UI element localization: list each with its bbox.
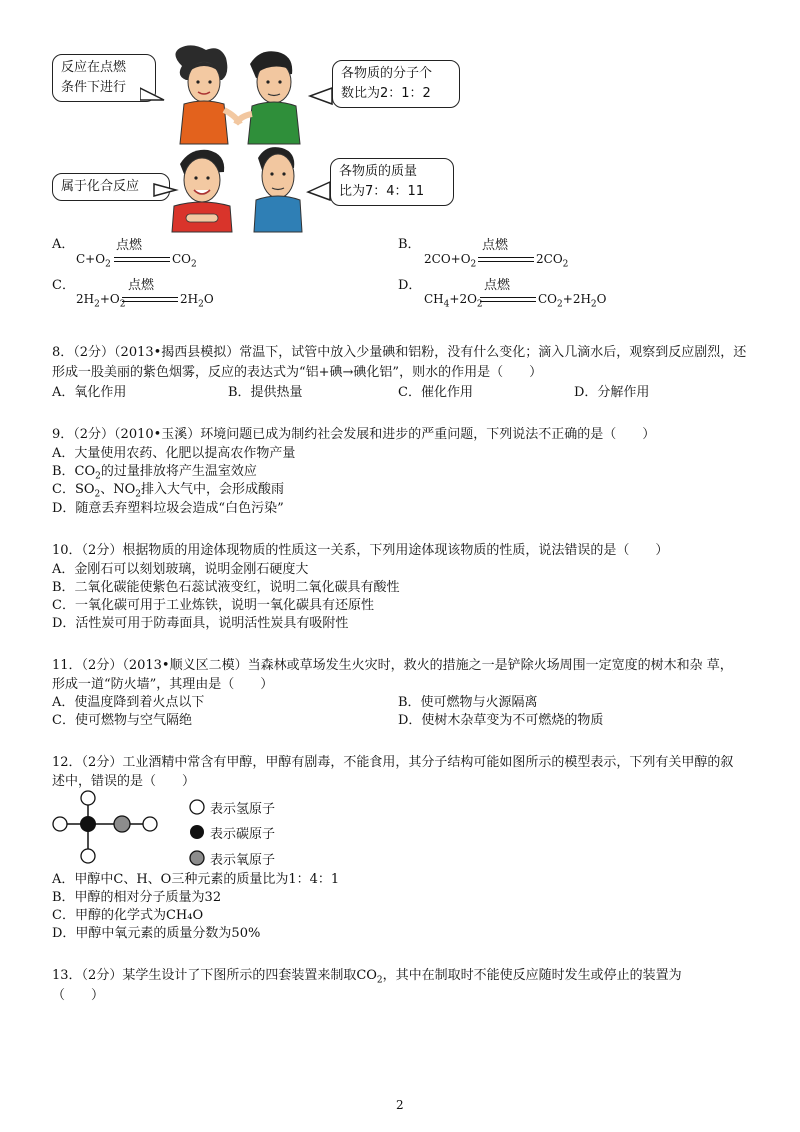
q9-option-b[interactable]: B．$CO_2$的过量排放将产生温室效应	[52, 464, 257, 482]
boy-figure-3	[254, 147, 302, 232]
q10-option-c[interactable]: C．一氧化碳可用于工业炼铁，说明一氧化碳具有还原性	[52, 598, 374, 613]
boy-figure-2	[172, 150, 232, 232]
q9-option-d[interactable]: D．随意丢弃塑料垃圾会造成“白色污染”	[52, 501, 284, 516]
speech-bubble-1: 反应在点燃 条件下进行	[52, 54, 156, 102]
hydrogen-atom	[81, 791, 95, 805]
q8-stem-line2: 形成一股美丽的紫色烟雾，反应的表达式为“铝+碘→碘化铝”，则水的作用是（ ）	[52, 365, 543, 380]
oxygen-atom	[114, 816, 130, 832]
q12-option-b[interactable]: B．甲醇的相对分子质量为32	[52, 890, 222, 905]
q10-option-d[interactable]: D．活性炭可用于防毒面具，说明活性炭具有吸附性	[52, 616, 349, 631]
q7-option-a-letter: A．	[52, 237, 75, 252]
carbon-legend-icon	[188, 823, 206, 841]
q12-option-c[interactable]: C．甲醇的化学式为CH₄O	[52, 908, 204, 923]
q8-stem-line1: 8．（2分）（2013•揭西县模拟）常温下，试管中放入少量碘和铝粉，没有什么变化；滴入几滴水后，观察到反应剧烈，还	[52, 345, 747, 360]
carbon-atom	[80, 816, 96, 832]
legend-carbon: 表示碳原子	[210, 827, 276, 842]
hydrogen-atom	[81, 849, 95, 863]
speech-bubble-4: 各物质的质量 比为7：4：11	[330, 158, 454, 206]
q11-stem-line2: 形成一道“防火墙”，其理由是（ ）	[52, 677, 274, 692]
q8-option-c[interactable]: C．催化作用	[398, 385, 473, 400]
q10-option-b[interactable]: B．二氧化碳能使紫色石蕊试液变红，说明二氧化碳具有酸性	[52, 580, 400, 595]
q11-option-b[interactable]: B．使可燃物与火源隔离	[398, 695, 538, 710]
boy-figure-1	[236, 51, 300, 144]
students-drawing	[140, 44, 340, 236]
q13-stem-line1: 13．（2分）某学生设计了下图所示的四套装置来制取$CO_2$，其中在制取时不能使反应随时发生或停止的装置为	[52, 968, 682, 986]
q11-option-d[interactable]: D．使树木杂草变为不可燃烧的物质	[398, 713, 604, 728]
legend-hydrogen: 表示氢原子	[210, 802, 276, 817]
legend-oxygen: 表示氧原子	[210, 853, 276, 868]
q7-option-b-equation: 点燃 $2CO+O_2$ $2CO_2$	[424, 238, 569, 270]
q7-option-c-letter: C．	[52, 278, 75, 293]
q12-stem-line1: 12．（2分）工业酒精中常含有甲醇，甲醇有剧毒，不能食用，其分子结构可能如图所示的模型表示，下列有关甲醇的叙	[52, 755, 734, 770]
q7-option-d-letter: D．	[398, 278, 422, 293]
q7-option-a-equation: 点燃 $C+O_2$ $CO_2$	[76, 238, 197, 270]
q9-stem: 9．（2分）（2010•玉溪）环境问题已成为制约社会发展和进步的严重问题，下列说法不正确的是（ ）	[52, 427, 656, 442]
q11-option-c[interactable]: C．使可燃物与空气隔绝	[52, 713, 192, 728]
q10-option-a[interactable]: A．金刚石可以刻划玻璃，说明金刚石硬度大	[52, 562, 309, 577]
q9-option-a[interactable]: A．大量使用农药、化肥以提高农作物产量	[52, 446, 296, 461]
oxygen-legend-icon	[188, 849, 206, 867]
q7-option-c-equation: 点燃 $2H_2+O_2$ $2H_2O$	[76, 278, 214, 310]
q11-stem-line1: 11．（2分）（2013•顺义区二模）当森林或草场发生火灾时，救火的措施之一是铲除火场周围一定宽度的树木和杂 草，	[52, 658, 733, 673]
q12-option-a[interactable]: A．甲醇中C、H、O三种元素的质量比为1：4：1	[52, 872, 340, 887]
speech-bubble-2: 各物质的分子个 数比为2：1：2	[332, 60, 460, 108]
speech-bubble-3: 属于化合反应	[52, 173, 170, 201]
girl-figure	[175, 45, 240, 144]
page-number: 2	[396, 1098, 404, 1112]
hydrogen-atom	[53, 817, 67, 831]
q13-stem-line2: （ ）	[52, 988, 105, 1003]
q10-stem: 10．（2分）根据物质的用途体现物质的性质这一关系，下列用途体现该物质的性质，说法错误的是（ ）	[52, 543, 669, 558]
q8-option-a[interactable]: A．氧化作用	[52, 385, 127, 400]
q12-stem-line2: 述中，错误的是（ ）	[52, 774, 196, 789]
q8-option-b[interactable]: B．提供热量	[228, 385, 303, 400]
q9-option-c[interactable]: C．$SO_2$、$NO_2$排入大气中，会形成酸雨	[52, 482, 285, 500]
methanol-molecule-diagram	[46, 790, 166, 868]
q7-option-d-equation: 点燃 $CH_4+2O_2$ $CO_2+2H_2O$	[424, 278, 607, 310]
hydrogen-legend-icon	[188, 798, 206, 816]
q11-option-a[interactable]: A．使温度降到着火点以下	[52, 695, 205, 710]
q7-option-b-letter: B．	[398, 237, 421, 252]
q12-option-d[interactable]: D．甲醇中氧元素的质量分数为50%	[52, 926, 261, 941]
hydrogen-atom	[143, 817, 157, 831]
q8-option-d[interactable]: D．分解作用	[574, 385, 650, 400]
